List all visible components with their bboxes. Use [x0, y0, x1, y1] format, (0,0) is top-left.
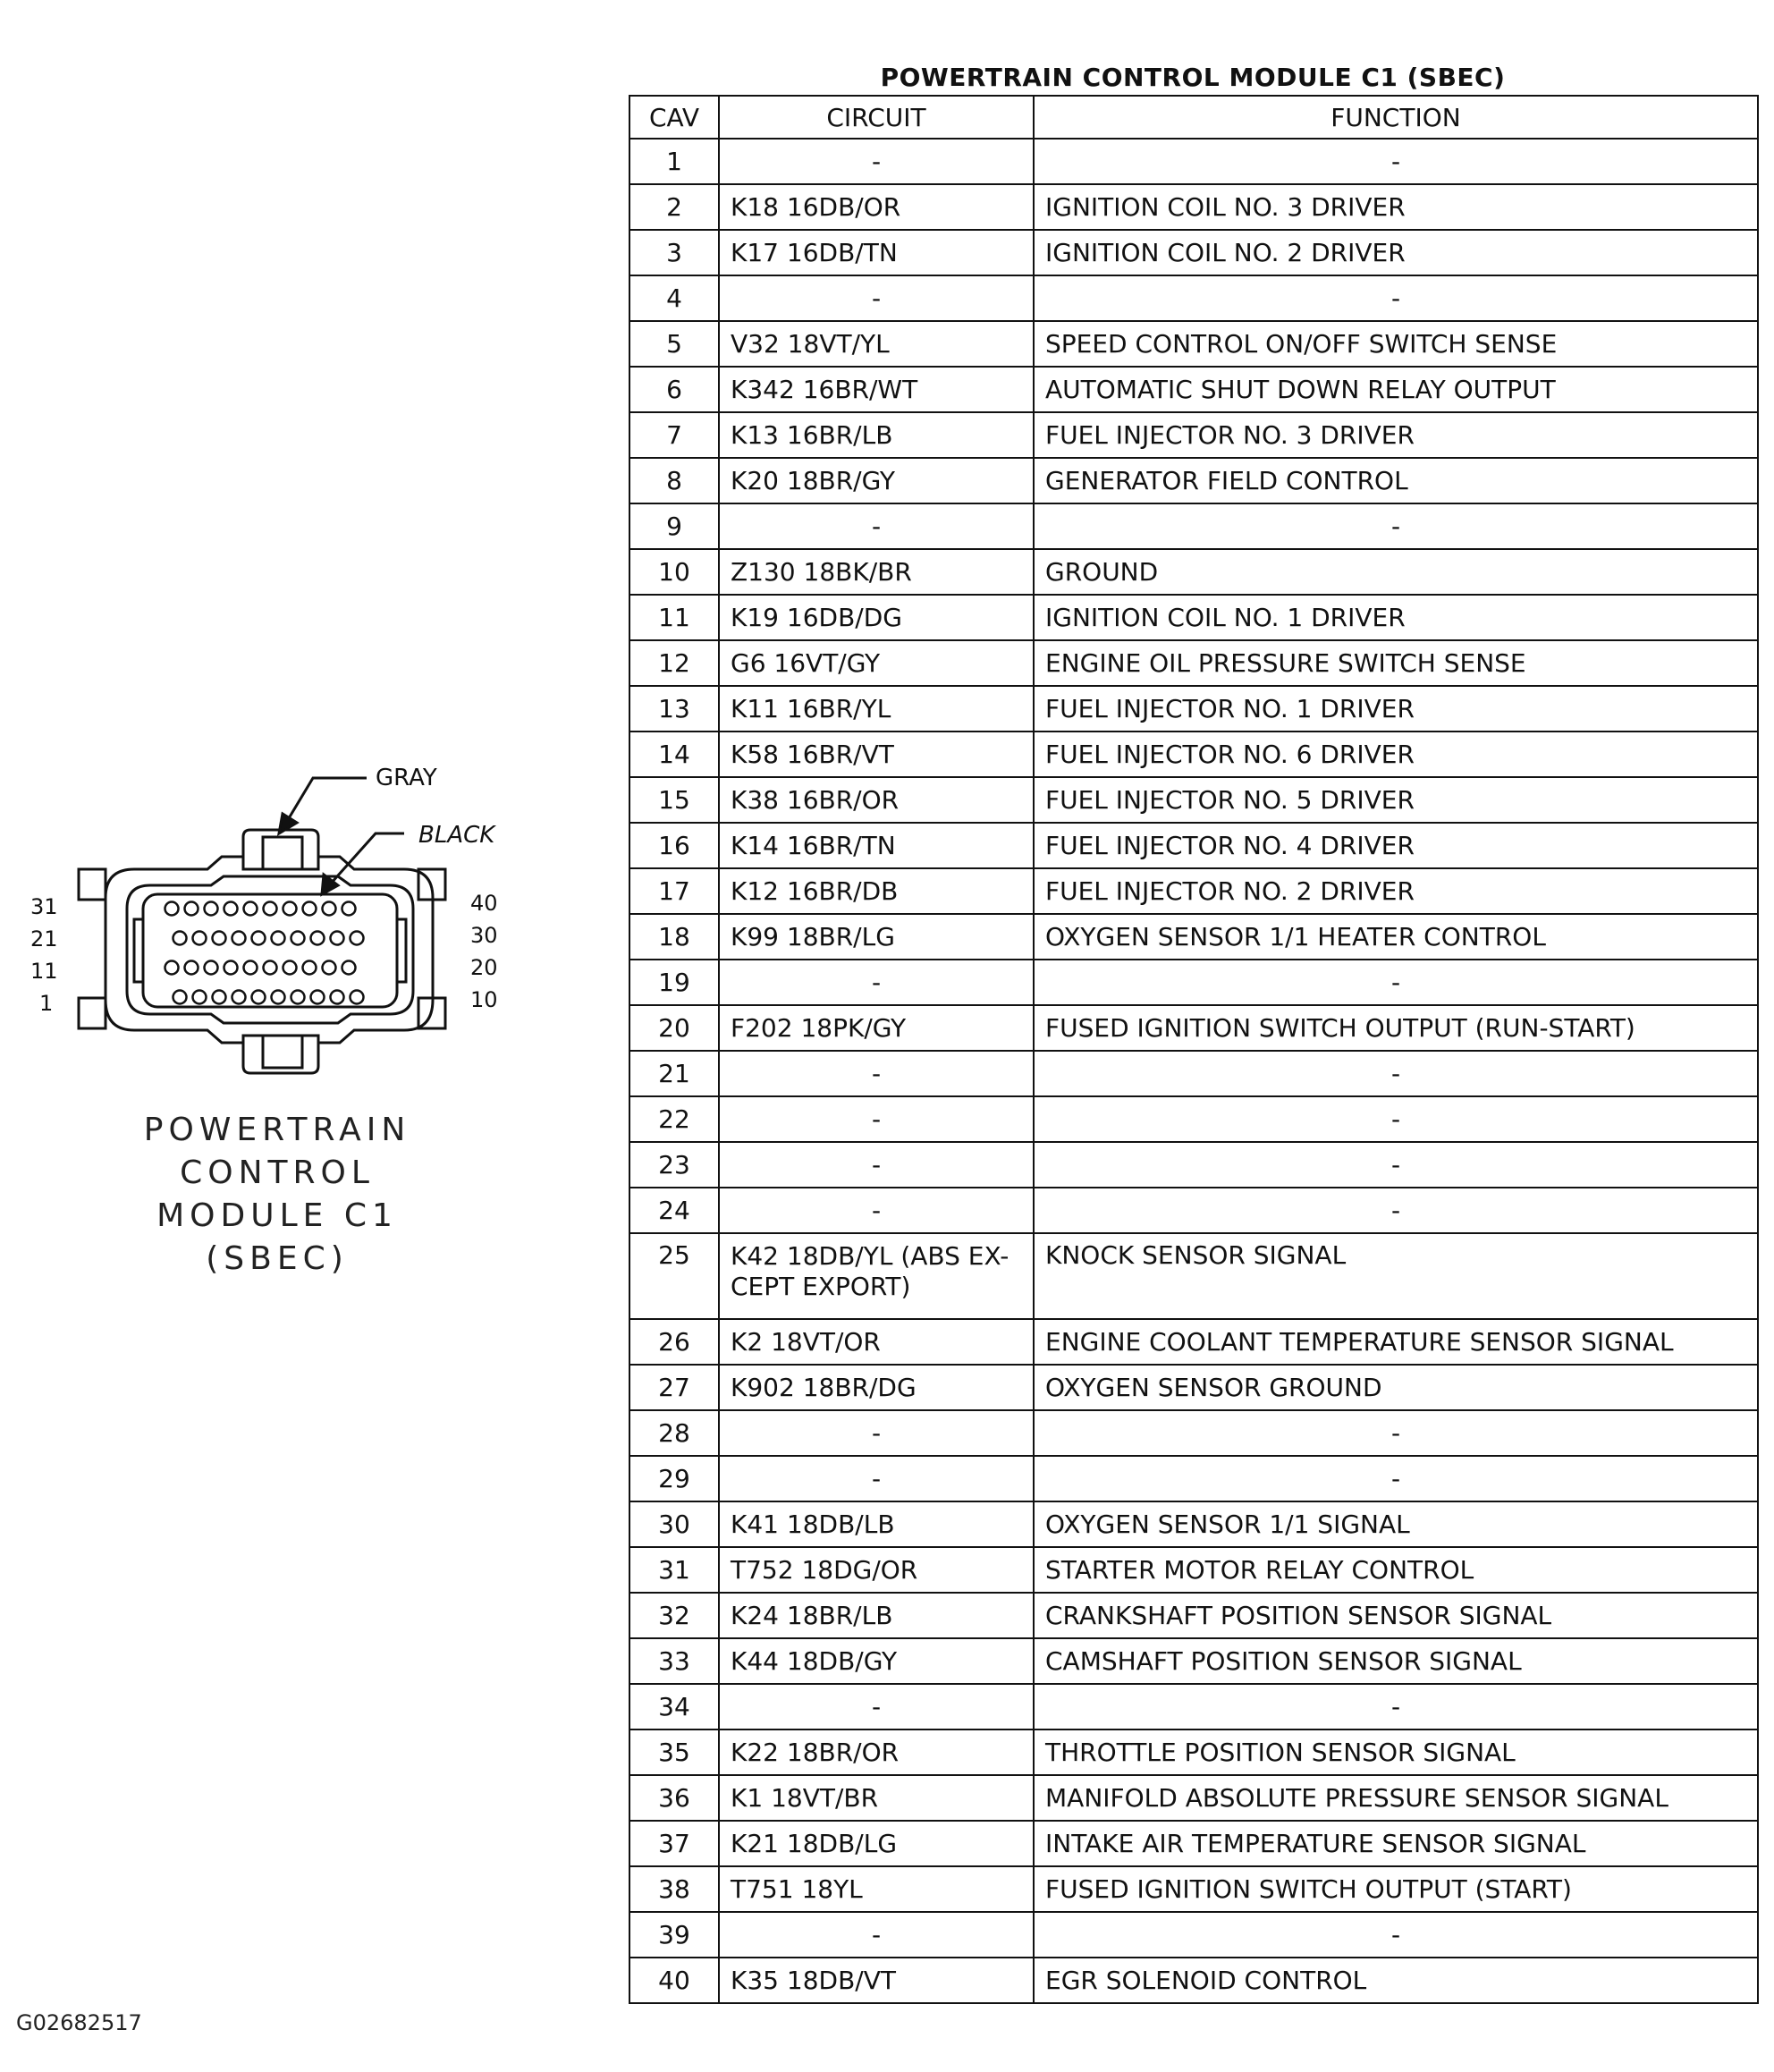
circuit-cell: K2 18VT/OR — [719, 1319, 1034, 1365]
pin-label-left-4: 1 — [39, 991, 54, 1016]
table-row — [629, 914, 1758, 960]
circuit-cell: - — [719, 960, 1034, 1005]
cav-cell: 36 — [629, 1775, 719, 1821]
table-row — [629, 1866, 1758, 1912]
function-cell: INTAKE AIR TEMPERATURE SENSOR SIGNAL — [1034, 1821, 1758, 1866]
circuit-cell: - — [719, 1410, 1034, 1456]
cav-cell: 12 — [629, 640, 719, 686]
pin-hole — [272, 932, 285, 945]
function-cell: - — [1034, 1051, 1758, 1096]
circuit-cell: K902 18BR/DG — [719, 1365, 1034, 1410]
table-row — [629, 321, 1758, 367]
function-cell: AUTOMATIC SHUT DOWN RELAY OUTPUT — [1034, 367, 1758, 412]
cav-cell: 39 — [629, 1912, 719, 1958]
circuit-cell: K99 18BR/LG — [719, 914, 1034, 960]
cav-cell: 20 — [629, 1005, 719, 1051]
pin-holes — [165, 902, 364, 1004]
circuit-cell: K342 16BR/WT — [719, 367, 1034, 412]
cav-cell: 34 — [629, 1684, 719, 1729]
function-cell: IGNITION COIL NO. 3 DRIVER — [1034, 184, 1758, 230]
pin-hole — [323, 961, 336, 975]
circuit-cell: K22 18BR/OR — [719, 1729, 1034, 1775]
gray-callout-arrow — [286, 778, 367, 823]
circuit-cell: K20 18BR/GY — [719, 458, 1034, 503]
circuit-cell: K11 16BR/YL — [719, 686, 1034, 732]
table-row — [629, 367, 1758, 412]
pin-hole — [173, 932, 187, 945]
circuit-cell: - — [719, 1456, 1034, 1501]
table-row — [629, 595, 1758, 640]
table-row — [629, 1684, 1758, 1729]
function-cell: - — [1034, 503, 1758, 549]
pin-hole — [252, 932, 266, 945]
connector-inner-body — [127, 876, 413, 1023]
function-cell: CRANKSHAFT POSITION SENSOR SIGNAL — [1034, 1593, 1758, 1638]
table-row — [629, 1188, 1758, 1233]
pinout-table — [629, 95, 1759, 2004]
pin-hole — [264, 902, 277, 916]
function-cell: IGNITION COIL NO. 2 DRIVER — [1034, 230, 1758, 275]
circuit-cell: K14 16BR/TN — [719, 823, 1034, 868]
function-cell: OXYGEN SENSOR 1/1 HEATER CONTROL — [1034, 914, 1758, 960]
pin-hole — [264, 961, 277, 975]
function-cell: - — [1034, 1912, 1758, 1958]
cav-cell: 24 — [629, 1188, 719, 1233]
circuit-cell: G6 16VT/GY — [719, 640, 1034, 686]
table-row — [629, 1729, 1758, 1775]
table-row — [629, 1593, 1758, 1638]
pin-hole — [283, 902, 297, 916]
function-cell: CAMSHAFT POSITION SENSOR SIGNAL — [1034, 1638, 1758, 1684]
pin-hole — [224, 961, 238, 975]
cav-cell: 17 — [629, 868, 719, 914]
cav-cell: 15 — [629, 777, 719, 823]
cav-cell: 21 — [629, 1051, 719, 1096]
cav-cell: 7 — [629, 412, 719, 458]
circuit-cell: - — [719, 1912, 1034, 1958]
cav-cell: 3 — [629, 230, 719, 275]
table-row — [629, 777, 1758, 823]
pin-hole — [291, 932, 305, 945]
table-row — [629, 640, 1758, 686]
circuit-cell: K17 16DB/TN — [719, 230, 1034, 275]
pin-hole — [244, 961, 258, 975]
pin-hole — [213, 932, 226, 945]
table-row — [629, 1365, 1758, 1410]
circuit-cell: K21 18DB/LG — [719, 1821, 1034, 1866]
function-cell: FUEL INJECTOR NO. 1 DRIVER — [1034, 686, 1758, 732]
pin-hole — [252, 991, 266, 1004]
pin-hole — [323, 902, 336, 916]
table-row — [629, 1775, 1758, 1821]
function-cell: FUEL INJECTOR NO. 2 DRIVER — [1034, 868, 1758, 914]
table-row — [629, 1233, 1758, 1319]
cav-cell: 13 — [629, 686, 719, 732]
gray-callout-label: GRAY — [376, 765, 437, 791]
table-row — [629, 458, 1758, 503]
pin-hole — [342, 961, 356, 975]
circuit-cell: K13 16BR/LB — [719, 412, 1034, 458]
table-row — [629, 549, 1758, 595]
cav-cell: 9 — [629, 503, 719, 549]
table-row — [629, 1912, 1758, 1958]
pin-label-left-2: 21 — [30, 926, 58, 951]
pin-label-right-4: 10 — [470, 987, 498, 1012]
table-row — [629, 1547, 1758, 1593]
circuit-cell: - — [719, 1096, 1034, 1142]
cav-cell: 23 — [629, 1142, 719, 1188]
cav-cell: 1 — [629, 139, 719, 184]
circuit-cell: K44 18DB/GY — [719, 1638, 1034, 1684]
pin-hole — [331, 932, 344, 945]
pin-hole — [311, 991, 325, 1004]
pin-label-right-1: 40 — [470, 891, 498, 916]
table-row — [629, 1319, 1758, 1365]
cav-cell: 28 — [629, 1410, 719, 1456]
pin-hole — [303, 961, 317, 975]
circuit-cell: - — [719, 139, 1034, 184]
image-code: G02682517 — [16, 2010, 142, 2035]
table-row — [629, 184, 1758, 230]
cav-cell: 29 — [629, 1456, 719, 1501]
pin-label-right-3: 20 — [470, 955, 498, 980]
connector-caption — [116, 1109, 438, 1281]
cav-cell: 40 — [629, 1958, 719, 2003]
pin-hole — [272, 991, 285, 1004]
cav-cell: 2 — [629, 184, 719, 230]
cav-cell: 10 — [629, 549, 719, 595]
function-cell: - — [1034, 960, 1758, 1005]
table-row — [629, 1096, 1758, 1142]
table-row — [629, 503, 1758, 549]
circuit-cell: K1 18VT/BR — [719, 1775, 1034, 1821]
circuit-cell: - — [719, 503, 1034, 549]
table-row — [629, 1958, 1758, 2003]
cav-cell: 4 — [629, 275, 719, 321]
pin-hole — [311, 932, 325, 945]
circuit-cell: K24 18BR/LB — [719, 1593, 1034, 1638]
function-cell: GENERATOR FIELD CONTROL — [1034, 458, 1758, 503]
function-cell: FUEL INJECTOR NO. 4 DRIVER — [1034, 823, 1758, 868]
function-cell: ENGINE COOLANT TEMPERATURE SENSOR SIGNAL — [1034, 1319, 1758, 1365]
pin-hole — [351, 932, 364, 945]
cav-cell: 22 — [629, 1096, 719, 1142]
function-cell: - — [1034, 1456, 1758, 1501]
function-cell: THROTTLE POSITION SENSOR SIGNAL — [1034, 1729, 1758, 1775]
pin-hole — [165, 961, 179, 975]
function-cell: FUEL INJECTOR NO. 6 DRIVER — [1034, 732, 1758, 777]
function-cell: SPEED CONTROL ON/OFF SWITCH SENSE — [1034, 321, 1758, 367]
function-cell: KNOCK SENSOR SIGNAL — [1034, 1233, 1758, 1319]
cav-cell: 31 — [629, 1547, 719, 1593]
function-cell: MANIFOLD ABSOLUTE PRESSURE SENSOR SIGNAL — [1034, 1775, 1758, 1821]
circuit-cell: - — [719, 1051, 1034, 1096]
circuit-cell: - — [719, 275, 1034, 321]
pinout-body — [629, 139, 1758, 2003]
pin-hole — [351, 991, 364, 1004]
table-row — [629, 960, 1758, 1005]
black-callout-label: BLACK — [418, 822, 495, 849]
cav-cell: 19 — [629, 960, 719, 1005]
table-row — [629, 1051, 1758, 1096]
caption-line-3: MODULE C1 — [156, 1197, 398, 1234]
cav-cell: 6 — [629, 367, 719, 412]
cav-cell: 37 — [629, 1821, 719, 1866]
header-circuit: CIRCUIT — [719, 96, 1034, 139]
function-cell: FUEL INJECTOR NO. 3 DRIVER — [1034, 412, 1758, 458]
function-cell: - — [1034, 1684, 1758, 1729]
function-cell: STARTER MOTOR RELAY CONTROL — [1034, 1547, 1758, 1593]
connector-diagram — [0, 751, 554, 1091]
cav-cell: 26 — [629, 1319, 719, 1365]
function-cell: - — [1034, 1188, 1758, 1233]
pin-hole — [185, 961, 199, 975]
cav-cell: 8 — [629, 458, 719, 503]
circuit-cell: K58 16BR/VT — [719, 732, 1034, 777]
function-cell: ENGINE OIL PRESSURE SWITCH SENSE — [1034, 640, 1758, 686]
table-row — [629, 412, 1758, 458]
header-cav: CAV — [629, 96, 719, 139]
circuit-cell: K35 18DB/VT — [719, 1958, 1034, 2003]
circuit-cell: K42 18DB/YL (ABS EX- CEPT EXPORT) — [719, 1233, 1034, 1319]
caption-line-2: CONTROL — [180, 1154, 375, 1191]
cav-cell: 18 — [629, 914, 719, 960]
circuit-cell: T751 18YL — [719, 1866, 1034, 1912]
pin-label-left-1: 31 — [30, 894, 58, 919]
table-row — [629, 275, 1758, 321]
table-title: POWERTRAIN CONTROL MODULE C1 (SBEC) — [880, 63, 1506, 92]
cav-cell: 32 — [629, 1593, 719, 1638]
circuit-cell: Z130 18BK/BR — [719, 549, 1034, 595]
table-row — [629, 1638, 1758, 1684]
function-cell: OXYGEN SENSOR 1/1 SIGNAL — [1034, 1501, 1758, 1547]
caption-line-4: (SBEC) — [206, 1240, 349, 1277]
circuit-cell: K19 16DB/DG — [719, 595, 1034, 640]
table-row — [629, 732, 1758, 777]
caption-line-1: POWERTRAIN — [143, 1112, 411, 1148]
cav-cell: 16 — [629, 823, 719, 868]
pin-hole — [232, 991, 246, 1004]
cav-cell: 33 — [629, 1638, 719, 1684]
circuit-cell: T752 18DG/OR — [719, 1547, 1034, 1593]
table-row — [629, 686, 1758, 732]
cav-cell: 14 — [629, 732, 719, 777]
pin-hole — [283, 961, 297, 975]
table-row — [629, 1821, 1758, 1866]
cav-cell: 11 — [629, 595, 719, 640]
function-cell: - — [1034, 139, 1758, 184]
table-row — [629, 1142, 1758, 1188]
pin-hole — [291, 991, 305, 1004]
header-row — [629, 96, 1758, 139]
pin-label-right-2: 30 — [470, 923, 498, 948]
circuit-cell: F202 18PK/GY — [719, 1005, 1034, 1051]
pin-hole — [213, 991, 226, 1004]
pin-hole — [244, 902, 258, 916]
circuit-cell: K12 16BR/DB — [719, 868, 1034, 914]
pin-hole — [193, 991, 207, 1004]
pin-hole — [342, 902, 356, 916]
circuit-cell: K18 16DB/OR — [719, 184, 1034, 230]
function-cell: EGR SOLENOID CONTROL — [1034, 1958, 1758, 2003]
left-latch-top — [79, 869, 106, 900]
pin-hole — [185, 902, 199, 916]
pin-hole — [193, 932, 207, 945]
cav-cell: 35 — [629, 1729, 719, 1775]
table-row — [629, 868, 1758, 914]
cav-cell: 30 — [629, 1501, 719, 1547]
function-cell: FUSED IGNITION SWITCH OUTPUT (START) — [1034, 1866, 1758, 1912]
circuit-cell: - — [719, 1684, 1034, 1729]
cav-cell: 25 — [629, 1233, 719, 1319]
function-cell: FUEL INJECTOR NO. 5 DRIVER — [1034, 777, 1758, 823]
function-cell: - — [1034, 1096, 1758, 1142]
function-cell: - — [1034, 1410, 1758, 1456]
circuit-cell: V32 18VT/YL — [719, 321, 1034, 367]
cav-cell: 5 — [629, 321, 719, 367]
cav-cell: 38 — [629, 1866, 719, 1912]
circuit-cell: - — [719, 1142, 1034, 1188]
pin-hole — [303, 902, 317, 916]
pin-hole — [173, 991, 187, 1004]
table-row — [629, 1501, 1758, 1547]
pin-hole — [165, 902, 179, 916]
left-latch-bottom — [79, 998, 106, 1028]
function-cell: - — [1034, 275, 1758, 321]
table-row — [629, 1410, 1758, 1456]
table-row — [629, 1456, 1758, 1501]
circuit-cell: - — [719, 1188, 1034, 1233]
table-row — [629, 230, 1758, 275]
pin-hole — [205, 902, 218, 916]
circuit-cell: K38 16BR/OR — [719, 777, 1034, 823]
pin-hole — [232, 932, 246, 945]
cav-cell: 27 — [629, 1365, 719, 1410]
function-cell: IGNITION COIL NO. 1 DRIVER — [1034, 595, 1758, 640]
table-row — [629, 139, 1758, 184]
pin-hole — [205, 961, 218, 975]
function-cell: OXYGEN SENSOR GROUND — [1034, 1365, 1758, 1410]
function-cell: FUSED IGNITION SWITCH OUTPUT (RUN-START) — [1034, 1005, 1758, 1051]
pin-label-left-3: 11 — [30, 959, 58, 984]
pin-hole — [331, 991, 344, 1004]
pin-hole — [224, 902, 238, 916]
circuit-cell: K41 18DB/LB — [719, 1501, 1034, 1547]
table-row — [629, 823, 1758, 868]
function-cell: GROUND — [1034, 549, 1758, 595]
table-row — [629, 1005, 1758, 1051]
header-function: FUNCTION — [1034, 96, 1758, 139]
function-cell: - — [1034, 1142, 1758, 1188]
